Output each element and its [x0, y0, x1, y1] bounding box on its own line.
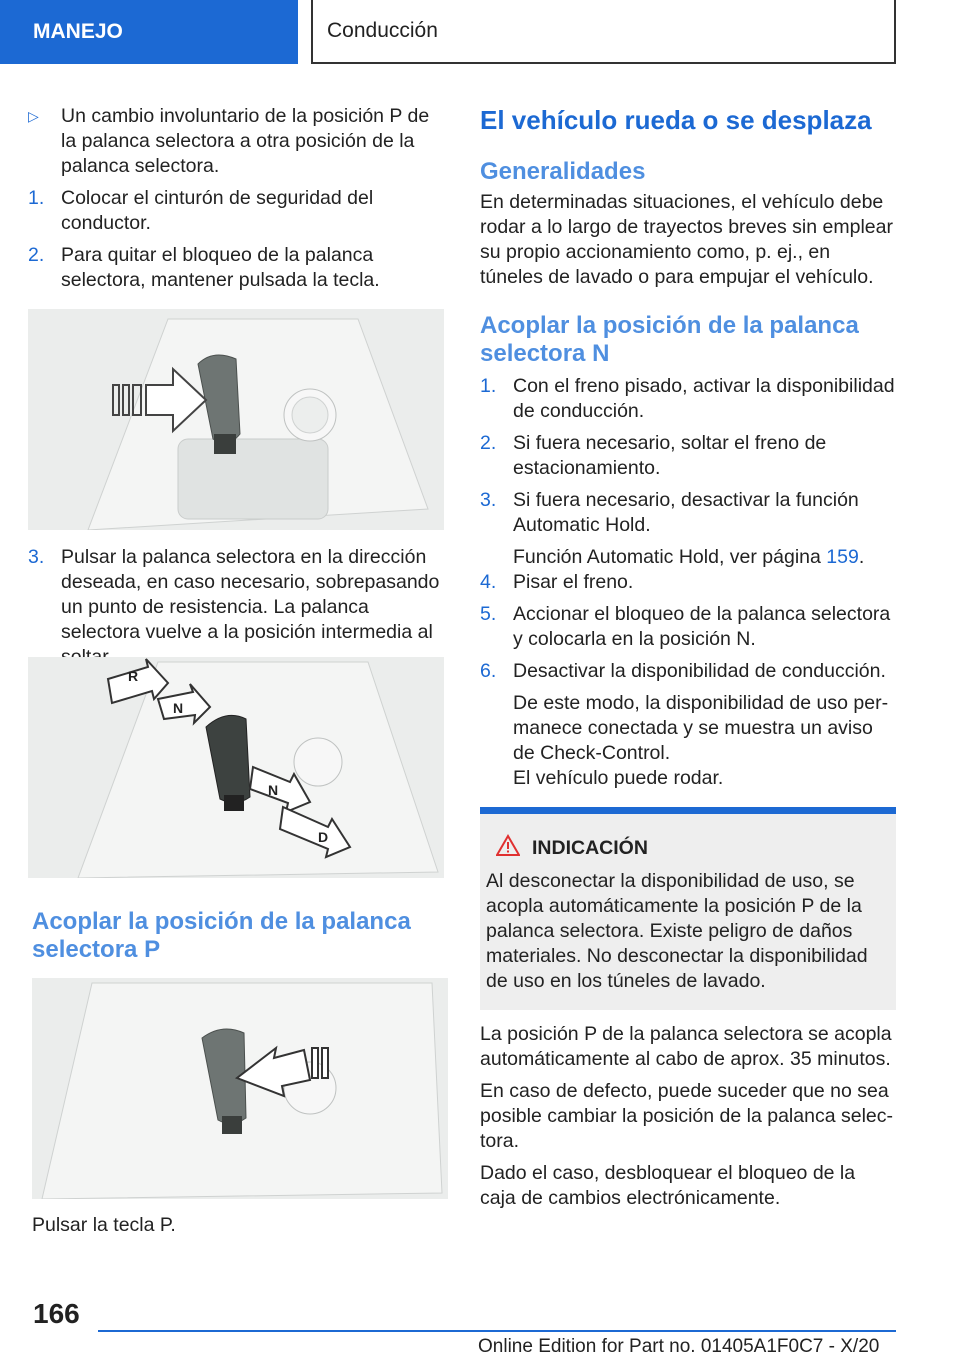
- section-p-heading: Acoplar la posición de la palanca selectora P: [32, 908, 411, 963]
- list-item: [480, 659, 896, 684]
- triangle-right-icon: ▷: [28, 108, 39, 124]
- step-text: Con el freno pisado, activar la disponibilidad de conducción.: [513, 375, 895, 422]
- page-link[interactable]: 159: [826, 546, 859, 568]
- left-column: [28, 104, 444, 300]
- list-item: [480, 431, 896, 481]
- general-text: En determinadas situaciones, el vehículo debe rodar a lo largo de trayectos breves sin emplear su propio accionamiento como, p. ej., en túneles de lavado o para empujar el vehículo.: [480, 191, 893, 288]
- note-title: INDICACIÓN: [532, 837, 648, 859]
- fig-label-n: N: [173, 700, 184, 716]
- step-text: Accionar el bloqueo de la palanca selectora y colocarla en la posición N.: [513, 603, 891, 650]
- step-text: Colocar el cinturón de seguridad del conductor.: [61, 187, 374, 234]
- note-header: [486, 834, 890, 863]
- step-text: Pisar el freno.: [513, 571, 634, 593]
- list-item: [480, 374, 896, 424]
- step-text: Desactivar la disponibilidad de conducción.: [513, 660, 886, 682]
- fig-label-r: R: [128, 668, 139, 684]
- step-reference: [480, 545, 896, 570]
- list-item-text: Un cambio involuntario de la posición P de la palanca selectora a otra posición de la palanca selectora.: [61, 105, 430, 177]
- step-text: Si fuera necesario, desactivar la función Automatic Hold.: [513, 489, 859, 536]
- reference-text: Función Automatic Hold, ver página: [513, 546, 827, 568]
- note-text: Al desconectar la disponibilidad de uso, se acopla automáticamente la posición P de la palanca selectora. Existe peligro de daños materiales. No desconectar la disponibilidad de uso en los túneles de lavado.: [486, 870, 868, 992]
- paragraph: La posición P de la palanca selectora se acopla automáticamente al cabo de aprox. 35 minutos.: [480, 1023, 892, 1070]
- step-number: 3.: [28, 546, 45, 568]
- list-item: [28, 243, 444, 293]
- step-number: 6.: [480, 660, 497, 682]
- reference-end: .: [858, 546, 865, 568]
- list-item: [480, 488, 896, 538]
- heading-general: Generalidades: [480, 158, 646, 185]
- page-number: 166: [33, 1298, 80, 1329]
- right-column: [480, 104, 896, 1211]
- step-number: 5.: [480, 603, 497, 625]
- fig-label-n2: N: [268, 782, 279, 798]
- paragraph: En caso de defecto, puede suceder que no sea posible cambiar la posición de la palanca selectora.: [480, 1080, 893, 1152]
- step-number: 2.: [28, 244, 45, 266]
- step-number: 1.: [480, 375, 497, 397]
- heading-selector-n: Acoplar la posición de la palanca selectora N: [480, 312, 859, 367]
- step-number: 1.: [28, 187, 45, 209]
- section-p: [32, 908, 442, 964]
- step-text: Para quitar el bloqueo de la palanca selectora, mantener pulsada la tecla.: [61, 244, 380, 291]
- step-number: 3.: [480, 489, 497, 511]
- figure-caption: Pulsar la tecla P.: [32, 1214, 176, 1236]
- paragraph: Dado el caso, desbloquear el bloqueo de la caja de cambios electrónicamente.: [480, 1162, 856, 1209]
- list-item: [28, 545, 444, 670]
- section-tab: [0, 0, 298, 64]
- edition-text: Online Edition for Part no. 01405A1F0C7 - X/20: [478, 1336, 880, 1357]
- figure-selector-directions: [28, 657, 444, 878]
- warning-triangle-icon: [496, 834, 520, 863]
- figure-p-button: [32, 978, 448, 1199]
- step-number: 4.: [480, 571, 497, 593]
- list-item: [480, 602, 896, 652]
- step-number: 2.: [480, 432, 497, 454]
- step-text: Pulsar la palanca selectora en la dirección deseada, en caso necesario, sobrepasando un punto de resistencia. La palanca selectora vuelve a la posición intermedia al: [61, 546, 440, 643]
- caption: [32, 1213, 442, 1238]
- section-label: MANEJO: [33, 20, 123, 43]
- footer-divider: [98, 1330, 896, 1332]
- chapter-tab: [311, 0, 896, 64]
- step-extra: De este modo, la disponibilidad de uso permanece conectada y se muestra un aviso de Check-Control.: [513, 692, 889, 764]
- list-item: [480, 570, 896, 595]
- step-text: Si fuera necesario, soltar el freno de estacionamiento.: [513, 432, 827, 479]
- fig-label-d: D: [318, 829, 329, 845]
- list-item: [28, 104, 444, 179]
- main-heading: El vehículo rueda o se desplaza: [480, 105, 872, 135]
- note-box: [480, 807, 896, 1010]
- figure-selector-lever-unlock: [28, 309, 444, 530]
- list-item: [28, 186, 444, 236]
- chapter-label: Conducción: [327, 19, 438, 42]
- step-extra: El vehículo puede rodar.: [513, 767, 724, 789]
